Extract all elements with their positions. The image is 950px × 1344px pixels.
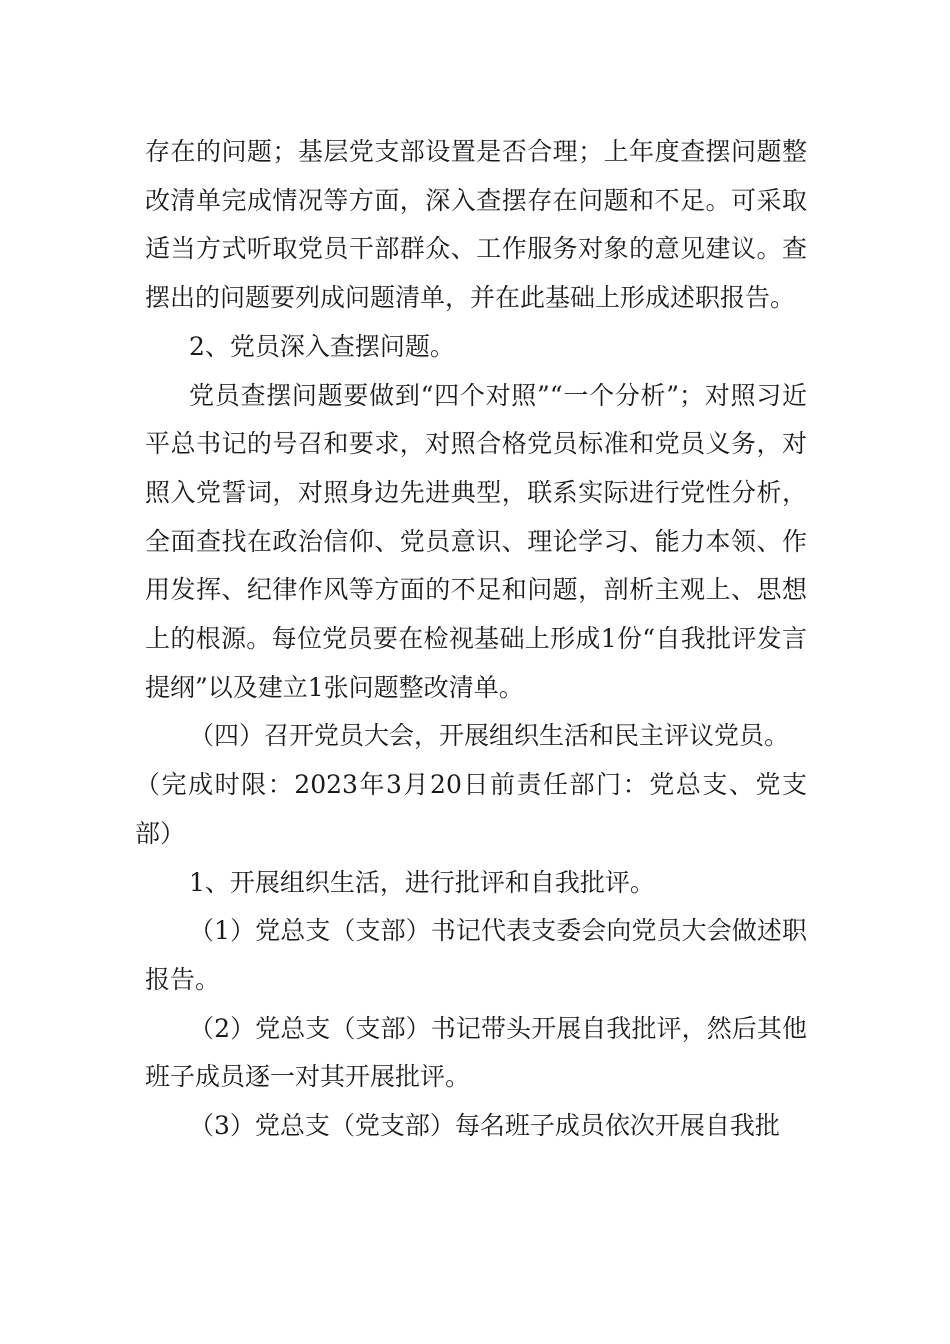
paragraph-item-2: （2）党总支（支部）书记带头开展自我批评，然后其他班子成员逐一对其开展批评。: [145, 1013, 807, 1092]
paragraph-section-4-heading: （四）召开党员大会，开展组织生活和民主评议党员。: [189, 721, 790, 751]
paragraph-section-2-heading: 2、党员深入查摆问题。: [189, 331, 455, 361]
paragraph-deadline-note: （完成时限：2023年3月20日前责任部门：党总支、党支部）: [135, 770, 807, 848]
paragraph-item-3: （3）党总支（党支部）每名班子成员依次开展自我批: [189, 1111, 780, 1141]
paragraph-continuation: 存在的问题；基层党支部设置是否合理；上年度查摆问题整改清单完成情况等方面，深入查摆存在问题和不足。可采取适当方式听取党员干部群众、工作服务对象的意见建议。查摆出的问题要列成问题清单，并在此基础上形成述职报告。: [145, 137, 807, 313]
paragraph-party-member-review: 党员查摆问题要做到“四个对照”“一个分析”；对照习近平总书记的号召和要求，对照合格党员标准和党员义务，对照入党誓词，对照身边先进典型，联系实际进行党性分析，全面查找在政治信仰、党员意识、理论学习、能力本领、作用发挥、纪律作风等方面的不足和问题，剖析主观上、思想上的根源。每位党员要在检视基础上形成1份“自我批评发言提纲”以及建立1张问题整改清单。: [145, 380, 807, 702]
paragraph-subsection-1-heading: 1、开展组织生活，进行批评和自我批评。: [189, 867, 655, 897]
paragraph-item-1: （1）党总支（支部）书记代表支委会向党员大会做述职报告。: [145, 916, 807, 994]
document-body: [135, 128, 807, 1151]
